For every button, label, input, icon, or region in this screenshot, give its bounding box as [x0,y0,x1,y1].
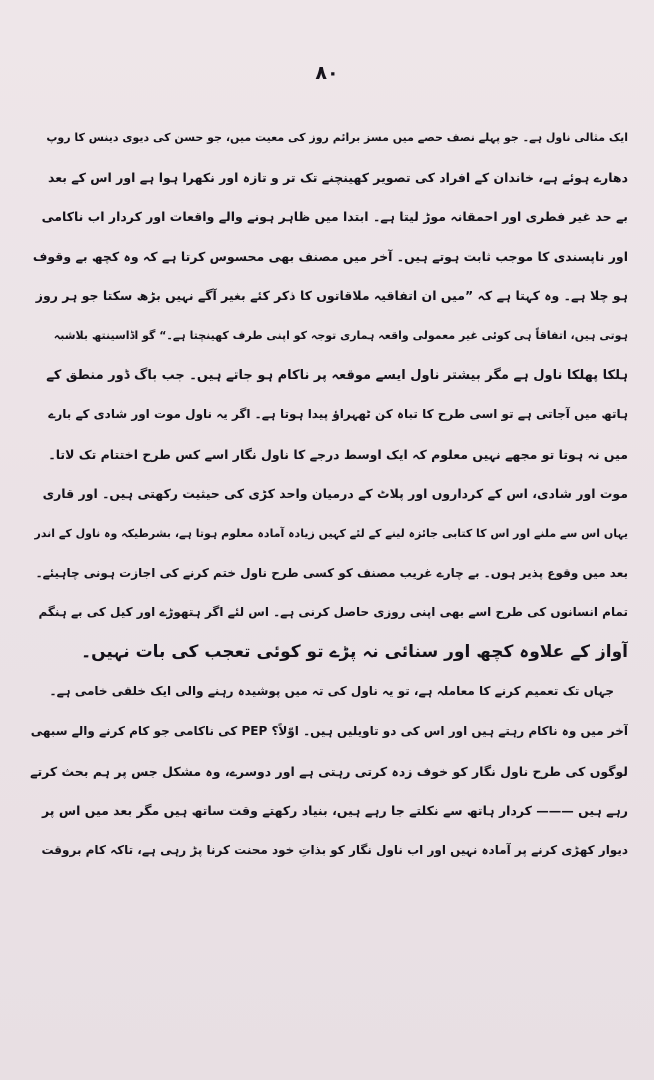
text-line-17: لوگوں کی طرح ناول نگار کو خوف زدہ کرتی رہتی ہے اور دوسرے، وہ مشکل جس پر ہم بحث کرتے [30,763,628,779]
text-line-18: رہے ہیں ——— کردار ہاتھ سے نکلتے جا رہے ہیں، بنیاد رکھتے وقت ساتھ ہیں مگر بعد میں اس پر [42,803,628,819]
text-line-7: ہلکا پھلکا ناول ہے مگر بیشتر ناول ایسے موقعہ پر ناکام ہو جاتے ہیں۔ جب باگ ڈور منطق کے [46,367,628,383]
text-line-14: آواز کے علاوہ کچھ اور سنائی نہ پڑے تو کوئی تعجب کی بات نہیں۔ [81,641,628,662]
page-number: ۸۰ [315,62,339,84]
page-body-text [30,118,628,870]
text-line-16: آخر میں وہ ناکام رہتے ہیں اور اس کی دو تاویلیں ہیں۔ اوّلاً؟ PEP کی ناکامی جو کام کرنے والے سبھی [30,723,628,738]
text-line-19: دیوار کھڑی کرنے پر آمادہ نہیں اور اب ناول نگار کو بذاتِ خود محنت کرنا پڑ رہی ہے، تاکہ کام بروقت [41,842,628,857]
text-line-10: موت اور شادی، اس کے کرداروں اور پلاٹ کے درمیان واحد کڑی کی حیثیت رکھتی ہیں۔ اور قاری [42,486,628,502]
text-line-11: یہاں اس سے ملنے اور اس کا کتابی جائزہ لینے کے لئے کہیں زیادہ آمادہ معلوم ہوتا ہے، بشرطیکہ وہ ناول کے اندر [34,526,628,540]
text-line-1: ایک مثالی ناول ہے۔ جو پہلے نصف حصے میں مسز برائم روز کی معیت میں، جو حسن کی دیوی دینس کا روپ [46,131,628,144]
text-line-15: جہاں تک تعمیم کرنے کا معاملہ ہے، تو یہ ناول کی تہ میں پوشیدہ رہنے والی ایک خلقی خامی ہے۔ [49,684,614,699]
text-line-9: میں نہ ہوتا تو مجھے نہیں معلوم کہ ایک اوسط درجے کا ناول نگار اسے کس طرح اختتام تک لاتا۔ [48,446,628,462]
text-line-8: ہاتھ میں آجاتی ہے تو اسی طرح کا تباہ کن ٹھہراؤ پیدا ہوتا ہے۔ اگر یہ ناول موت اور شادی کے بارے [48,407,628,422]
text-line-4: اور ناپسندی کا موجب ثابت ہوتے ہیں۔ آخر میں مصنف بھی محسوس کرتا ہے کہ وہ کچھ بے وقوف [32,248,628,264]
text-line-3: بے حد غیر فطری اور احمقانہ موڑ لیتا ہے۔ ابتدا میں ظاہر ہونے والے واقعات اور کردار اب ناکامی [41,209,628,225]
text-line-2: دھارے ہوئے ہے، خاندان کے افراد کی تصویر کھینچنے تک تر و تازہ اور نکھرا ہوا ہے اور اس کے بعد [47,169,628,185]
text-line-5: ہو چلا ہے۔ وہ کہتا ہے کہ ”میں ان اتفاقیہ ملاقاتوں کا ذکر کئے بغیر آگے نہیں بڑھ سکتا جو ہر روز [35,288,628,304]
text-line-6: ہوتی ہیں، اتفاقاً ہی کوئی غیر معمولی واقعہ ہماری توجہ کو اپنی طرف کھینچتا ہے۔“ گو اڈاسینتھ بلاشبہ [53,328,628,342]
text-line-13: تمام انسانوں کی طرح اسے بھی اپنی روزی حاصل کرنی ہے۔ اس لئے اگر ہتھوڑے اور کیل کی بے ہنگم [38,605,628,620]
text-line-12: بعد میں وقوع پذیر ہوں۔ بے چارے غریب مصنف کو کسی طرح ناول ختم کرنے کی اجازت ہونی چاہیئے۔ [35,565,628,580]
